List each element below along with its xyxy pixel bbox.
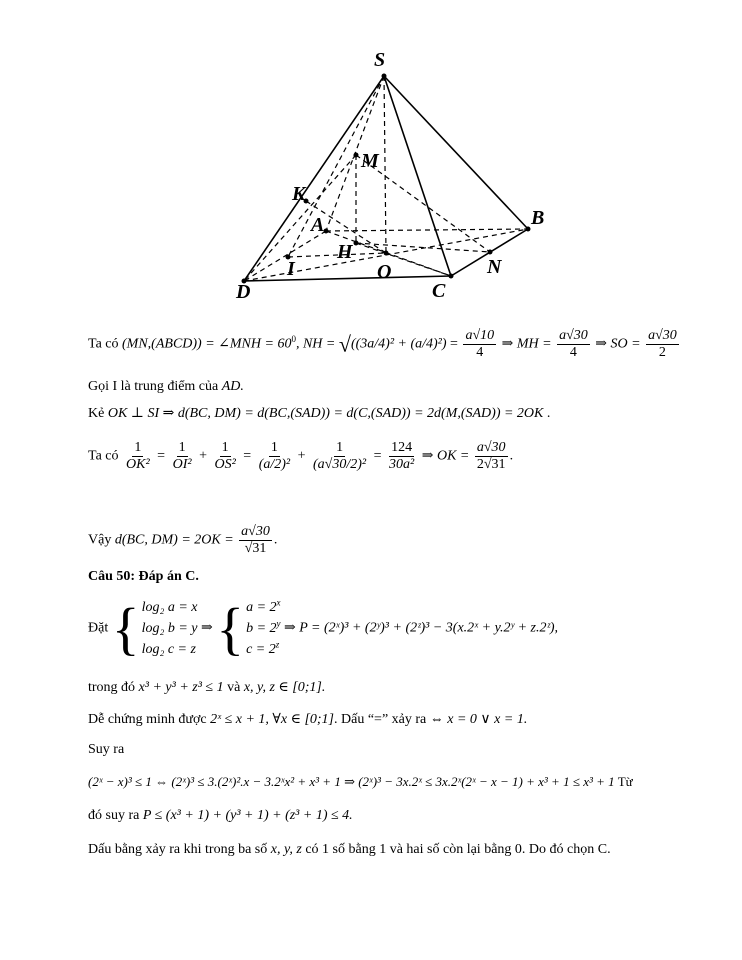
line-8 (88, 710, 527, 730)
line-7 (88, 678, 325, 698)
math-ad: AD. (221, 379, 244, 394)
line-10 (88, 772, 633, 792)
sys-exp-a: a = 2 (246, 600, 277, 615)
frac-124-den: 30a (389, 457, 411, 472)
math-distance: OK ⊥ SI ⇒ d(BC, DM) = d(BC,(SAD)) = d(C,(SAD)) = 2d(M,(SAD)) = 2OK (107, 406, 544, 421)
text-tu: Từ (617, 774, 633, 789)
frac-2-num: a√30 (559, 328, 588, 343)
text-do-suy-ra: đó suy ra (88, 808, 140, 823)
text-ta-co-2: Ta có (88, 448, 119, 464)
sys-log-b: log₂ b = y (141, 621, 198, 636)
frac-3-num: a√30 (648, 328, 677, 343)
frac-vay-num: a√30 (241, 524, 270, 539)
frac-3-den: 2 (658, 345, 666, 360)
line-3: Kẻ OK ⊥ SI ⇒ d(BC, DM) = d(BC,(SAD)) = d(C,(SAD)) = 2d(M,(SAD)) = 2OK . (88, 406, 551, 421)
line-dat: Đặt { log₂ a = x log₂ b = y log₂ c = z ⇒ { $a = 2^x$ $b = 2^y$ $c = 2^z$ ⇒ P = (2ˣ)³ + (2ʸ)³ + (2ᶻ)³ − 3(x.2ˣ + y.2ʸ + z.2ᶻ), (88, 595, 559, 661)
text-goi-i: Gọi I là trung điểm của (88, 379, 219, 394)
sys-log-c: log₂ c = z (141, 642, 196, 657)
label-m: M (361, 150, 379, 172)
math-equality: x = 0 ∨ x = 1. (447, 712, 528, 727)
math-nh: , NH = (295, 336, 336, 352)
pyramid-figure (0, 0, 742, 305)
frac-ok-num: a√30 (476, 440, 506, 455)
label-s: S (374, 49, 386, 71)
math-cube-sum: x³ + y³ + z³ ≤ 1 (138, 680, 224, 695)
frac-1-den: 4 (476, 345, 484, 360)
text-dau-bang: . Dấu “=” xảy ra ⇔ (334, 712, 444, 727)
text-ta-co-1: Ta có (88, 336, 119, 352)
text-vay: Vậy (88, 532, 112, 548)
question-50-heading: Câu 50: Đáp án C. (88, 569, 199, 584)
label-c: C (432, 280, 446, 302)
frac-vay-den: √31 (244, 541, 267, 556)
label-o: O (377, 261, 392, 283)
text-ke: Kẻ (88, 406, 105, 421)
line-2 (88, 377, 244, 397)
label-k: K (292, 183, 306, 205)
label-h: H (337, 241, 353, 263)
line-5: Vậy d(BC, DM) = 2OK = $\frac{a√30}{√31}$ . (88, 524, 278, 556)
math-domain: x, y, z ∈ [0;1]. (243, 680, 326, 695)
text-conclusion: có 1 số bằng 1 và hai số còn lại bằng 0. Do đó chọn C. (305, 842, 611, 857)
text-dau-bang-xay-ra: Dấu bằng xảy ra khi trong ba số (88, 842, 268, 857)
math-angle: (MN,(ABCD)) = ∠MNH = 60 (122, 336, 292, 352)
line-1: Ta có (MN,(ABCD)) = ∠MNH = $60^0$, NH = √((3a/4)² + (a/4)²) = $\frac{a√10}{4}$ ⇒ MH = $\frac{a√30}{4}$ ⇒ SO = $\frac{a√30}{2}$ (88, 328, 677, 360)
math-long-chain: (2ˣ − x)³ ≤ 1 ⇔ (2ˣ)³ ≤ 3.(2ˣ)².x − 3.2ˣx² + x³ + 1 ⇒ (2ˣ)³ − 3x.2ˣ ≤ 3x.2ˣ(2ˣ − x − 1) + x³ + 1 ≤ x³ + 1 (88, 774, 615, 789)
text-de-chung-minh: Dễ chứng minh được (88, 712, 207, 727)
sys-exp-c: c = 2 (246, 642, 276, 657)
math-p: ⇒ P = (2ˣ)³ + (2ʸ)³ + (2ᶻ)³ − 3(x.2ˣ + y.2ʸ + z.2ᶻ), (284, 620, 559, 636)
sys-exp-b: b = 2 (246, 621, 277, 636)
text-dat: Đặt (88, 620, 109, 636)
frac-1-num: a√10 (465, 328, 495, 343)
system-log: { log₂ a = x log₂ b = y log₂ c = z (111, 595, 198, 661)
line-4: Ta có $\frac{1}{\text{OK²}}$ = $\frac{1}{\text{OI²}}$ + $\frac{1}{\text{OS²}}$ = $\frac{1}{\text{(a/2)²}}$ + $\frac{1}{\text{(a√30/2)²}}$ = $\frac{124}{\text{30a²}}$ ⇒ OK = $\frac{a√30}{2√31}$ . (88, 440, 514, 472)
label-a: A (311, 214, 325, 236)
label-d: D (236, 281, 251, 303)
math-xyz: x, y, z (270, 842, 302, 857)
line-9: Suy ra (88, 742, 125, 757)
math-mh: ⇒ MH = (501, 336, 552, 352)
math-p-bound: P ≤ (x³ + 1) + (y³ + 1) + (z³ + 1) ≤ 4. (142, 808, 353, 823)
text-trong-do: trong đó (88, 680, 136, 695)
frac-2-den: 4 (569, 345, 577, 360)
system-exp: { $a = 2^x$ $b = 2^y$ $c = 2^z$ (216, 595, 281, 661)
math-ineq: 2ˣ ≤ x + 1, ∀x ∈ [0;1] (210, 712, 335, 727)
math-so: ⇒ SO = (595, 336, 641, 352)
label-n: N (487, 256, 502, 278)
frac-124-num: 124 (391, 440, 413, 455)
math-vay: d(BC, DM) = 2OK = (114, 532, 234, 548)
line-12 (88, 840, 611, 860)
line-11 (88, 806, 353, 826)
text-va: và (227, 680, 241, 695)
label-b: B (531, 207, 545, 229)
frac-ok-den: 2√31 (476, 457, 506, 472)
label-i: I (287, 258, 295, 280)
sys-log-a: log₂ a = x (141, 600, 198, 615)
